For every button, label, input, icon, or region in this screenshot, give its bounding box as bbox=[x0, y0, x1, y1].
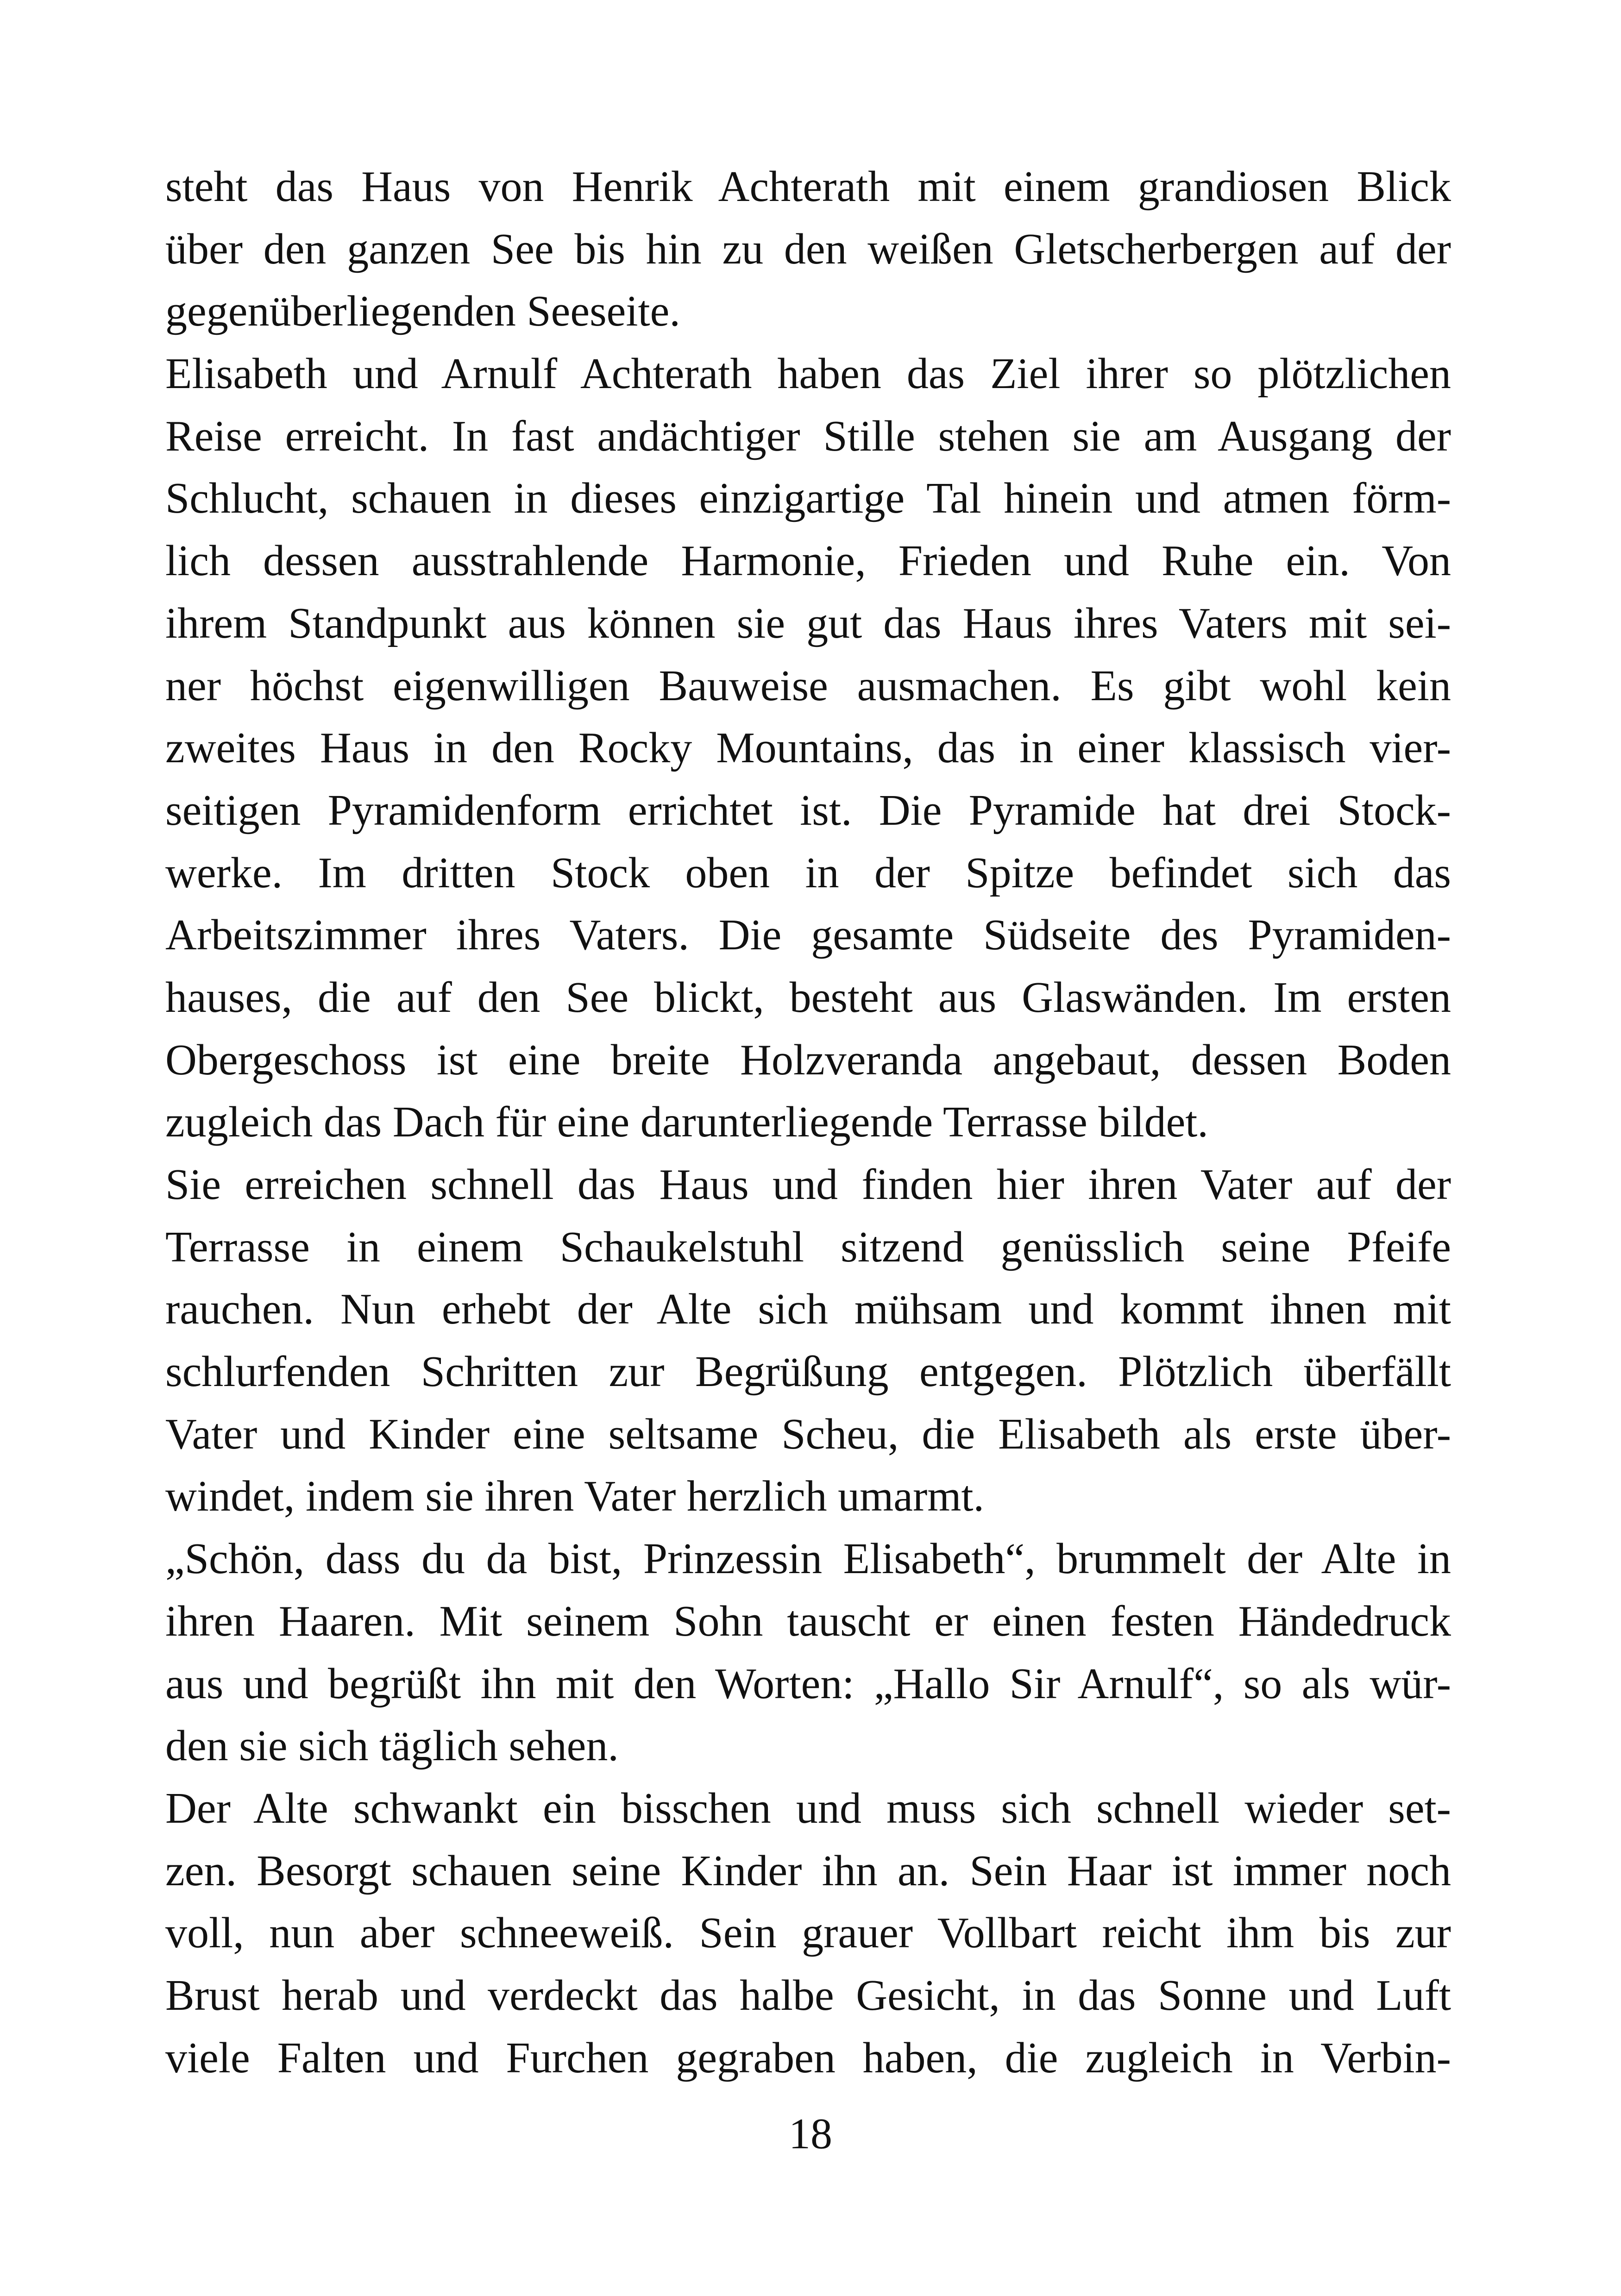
text-line: ner höchst eigenwilligen Bauweise ausmachen. Es gibt wohl kein bbox=[165, 661, 1451, 710]
text-line: windet, indem sie ihren Vater herzlich umarmt. bbox=[165, 1472, 985, 1521]
text-line: gegenüberliegenden Seeseite. bbox=[165, 287, 680, 336]
text-line: Obergeschoss ist eine breite Holzveranda angebaut, dessen Boden bbox=[165, 1035, 1451, 1084]
text-line: Reise erreicht. In fast andächtiger Stille stehen sie am Ausgang der bbox=[165, 412, 1451, 460]
text-line: zweites Haus in den Rocky Mountains, das in einer klassisch vier- bbox=[165, 724, 1451, 772]
text-line: zugleich das Dach für eine darunterliegende Terrasse bildet. bbox=[165, 1098, 1208, 1147]
text-line: ihren Haaren. Mit seinem Sohn tauscht er einen festen Händedruck bbox=[165, 1597, 1451, 1645]
text-line: Schlucht, schauen in dieses einzigartige Tal hinein und atmen förm- bbox=[165, 474, 1451, 523]
text-line: Sie erreichen schnell das Haus und finden hier ihren Vater auf der bbox=[165, 1161, 1451, 1209]
text-line: Vater und Kinder eine seltsame Scheu, die Elisabeth als erste über- bbox=[165, 1410, 1451, 1458]
text-line: Terrasse in einem Schaukelstuhl sitzend genüsslich seine Pfeife bbox=[165, 1223, 1451, 1271]
page-number: 18 bbox=[789, 2110, 832, 2158]
text-line: viele Falten und Furchen gegraben haben, die zugleich in Verbin- bbox=[165, 2033, 1451, 2082]
text-line: werke. Im dritten Stock oben in der Spitze befindet sich das bbox=[165, 848, 1451, 897]
text-line: ihrem Standpunkt aus können sie gut das Haus ihres Vaters mit sei- bbox=[165, 599, 1451, 647]
text-line: zen. Besorgt schauen seine Kinder ihn an. Sein Haar ist immer noch bbox=[165, 1846, 1451, 1895]
text-line: Elisabeth und Arnulf Achterath haben das Ziel ihrer so plötzlichen bbox=[165, 350, 1451, 398]
text-line: schlurfenden Schritten zur Begrüßung entgegen. Plötzlich überfällt bbox=[165, 1348, 1451, 1396]
body-text bbox=[165, 156, 1451, 2089]
text-line: den sie sich täglich sehen. bbox=[165, 1722, 619, 1770]
text-line: steht das Haus von Henrik Achterath mit einem grandiosen Blick bbox=[165, 163, 1451, 211]
text-line: aus und begrüßt ihn mit den Worten: „Hallo Sir Arnulf“, so als wür- bbox=[165, 1659, 1451, 1708]
text-line: voll, nun aber schneeweiß. Sein grauer Vollbart reicht ihm bis zur bbox=[165, 1909, 1451, 1957]
text-line: über den ganzen See bis hin zu den weißen Gletscherbergen auf der bbox=[165, 225, 1451, 273]
text-line: „Schön, dass du da bist, Prinzessin Elisabeth“, brummelt der Alte in bbox=[165, 1535, 1451, 1583]
text-line: seitigen Pyramidenform errichtet ist. Die Pyramide hat drei Stock- bbox=[165, 786, 1451, 834]
text-line: Arbeitszimmer ihres Vaters. Die gesamte Südseite des Pyramiden- bbox=[165, 911, 1451, 960]
text-line: lich dessen ausstrahlende Harmonie, Frieden und Ruhe ein. Von bbox=[165, 537, 1451, 585]
text-line: hauses, die auf den See blickt, besteht aus Glaswänden. Im ersten bbox=[165, 973, 1451, 1022]
text-line: Brust herab und verdeckt das halbe Gesicht, in das Sonne und Luft bbox=[165, 1971, 1451, 2020]
text-line: Der Alte schwankt ein bisschen und muss sich schnell wieder set- bbox=[165, 1784, 1451, 1832]
text-line: rauchen. Nun erhebt der Alte sich mühsam und kommt ihnen mit bbox=[165, 1285, 1451, 1334]
